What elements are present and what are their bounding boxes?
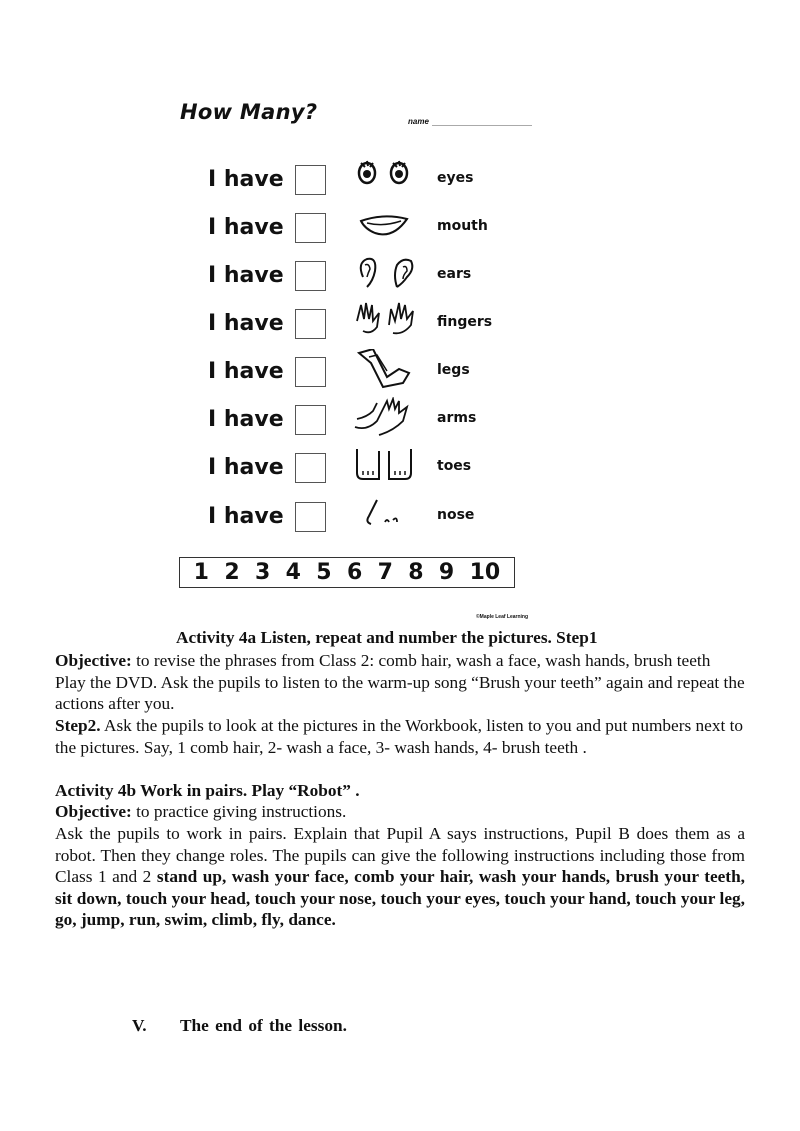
worksheet-row: [208, 403, 528, 443]
row-lead: I have: [208, 504, 284, 529]
activity-4b-heading: [55, 780, 745, 802]
row-word: arms: [437, 410, 477, 426]
objective-4a-paragraph: [55, 650, 745, 715]
row-lead: I have: [208, 263, 284, 288]
objective-4b-text: to practice giving instructions.: [131, 802, 347, 821]
ears-icon: [353, 253, 423, 293]
step2-text: Ask the pupils to look at the pictures in the Workbook, listen to you and put numbers next to the pictures. Say, 1 comb hair, 2- wash a face, 3- wash hands, 4- brush teeth .: [55, 716, 744, 757]
name-line[interactable]: [432, 125, 532, 126]
worksheet-row: [208, 163, 528, 203]
worksheet-row: [208, 500, 528, 540]
number-1: 1: [193, 560, 209, 585]
name-label: name: [408, 117, 429, 126]
end-number: V.: [132, 1016, 147, 1035]
eyes-icon: [353, 157, 423, 197]
row-word: toes: [437, 458, 472, 474]
answer-box[interactable]: [295, 453, 326, 483]
answer-box[interactable]: [295, 309, 326, 339]
end-text: The end of the lesson.: [180, 1016, 347, 1035]
copyright-note: ©Maple Leaf Learning: [476, 614, 529, 620]
row-lead: I have: [208, 215, 284, 240]
number-9: 9: [438, 560, 455, 585]
pairs-paragraph: [55, 823, 745, 931]
answer-box[interactable]: [295, 261, 326, 291]
objective-4a-text: to revise the phrases from Class 2: comb hair, wash a face, wash hands, brush teeth Play the DVD. Ask the pupils to listen to the warm-up song “Brush your teeth” again and repeat the actions after you.: [55, 651, 745, 714]
legs-icon: [353, 349, 423, 389]
number-3: 3: [254, 560, 271, 585]
answer-box[interactable]: [295, 502, 326, 532]
number-6: 6: [346, 560, 363, 585]
pairs-text: Ask the pupils to work in pairs. Explain that Pupil A says instructions, Pupil B does them as a robot. Then they change roles. The pupils can give the following instructions including those from Class 1 and 2: [55, 824, 745, 887]
worksheet-row: [208, 259, 528, 299]
number-5: 5: [316, 560, 332, 585]
number-7: 7: [377, 560, 393, 585]
nose-icon: [353, 494, 423, 534]
toes-icon: [353, 445, 423, 485]
number-10: 10: [469, 560, 501, 585]
step2-label: Step2.: [55, 716, 101, 735]
number-bank: [179, 557, 515, 588]
objective-label: Objective:: [55, 802, 132, 821]
fingers-icon: [353, 301, 423, 341]
row-word: nose: [437, 507, 475, 523]
row-lead: I have: [208, 455, 284, 480]
row-word: legs: [437, 362, 470, 378]
objective-label: Objective:: [55, 651, 132, 670]
mouth-icon: [353, 205, 423, 245]
lesson-end: [132, 1016, 347, 1036]
row-lead: I have: [208, 311, 284, 336]
activity-4a-heading: Activity 4a Listen, repeat and number the pictures. Step1: [176, 628, 598, 647]
worksheet-row: [208, 307, 528, 347]
row-word: fingers: [437, 314, 493, 330]
objective-4b-paragraph: [55, 801, 745, 823]
row-lead: I have: [208, 359, 284, 384]
answer-box[interactable]: [295, 405, 326, 435]
worksheet-row: [208, 211, 528, 251]
worksheet-row: [208, 451, 528, 491]
row-lead: I have: [208, 407, 284, 432]
worksheet-title: How Many?: [180, 100, 318, 124]
row-word: mouth: [437, 218, 488, 234]
worksheet-row: [208, 355, 528, 395]
instructions-list: stand up, wash your face, comb your hair, wash your hands, brush your teeth, sit down, touch your head, touch your nose, touch your eyes, touch your hand, touch your leg, go, jump, run, swim, climb, fly, dance.: [55, 867, 745, 930]
number-8: 8: [408, 560, 424, 585]
answer-box[interactable]: [295, 357, 326, 387]
number-2: 2: [224, 560, 240, 585]
answer-box[interactable]: [295, 165, 326, 195]
number-4: 4: [285, 560, 301, 585]
step2-paragraph: [55, 715, 745, 758]
row-word: eyes: [437, 170, 474, 186]
activity-4b-title: Activity 4b Work in pairs. Play “Robot” .: [55, 781, 360, 800]
row-lead: I have: [208, 167, 284, 192]
row-word: ears: [437, 266, 472, 282]
arms-icon: [353, 397, 423, 437]
answer-box[interactable]: [295, 213, 326, 243]
